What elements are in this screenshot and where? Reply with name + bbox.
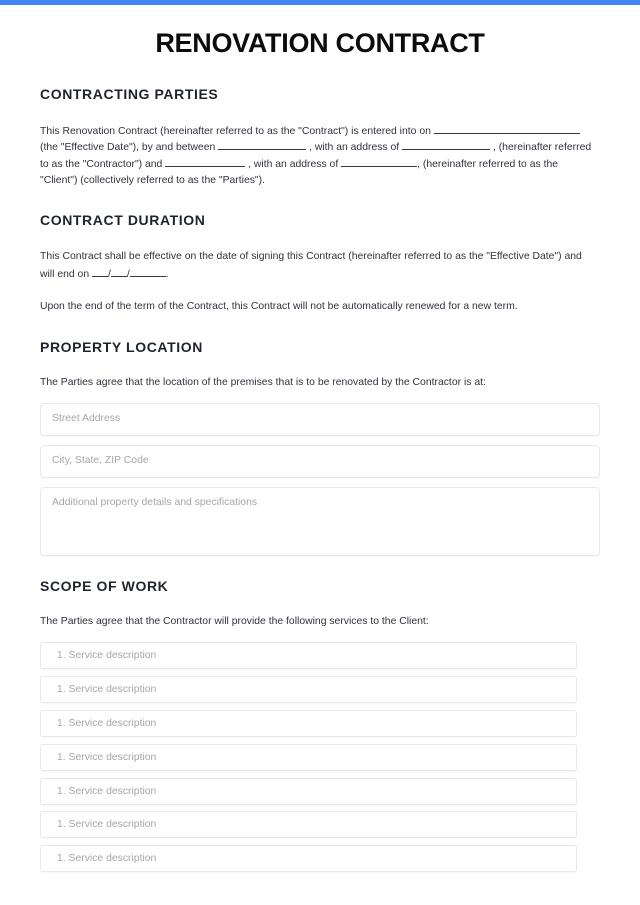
service-field-6[interactable]: [40, 811, 577, 838]
city-state-zip-field[interactable]: [40, 445, 600, 478]
street-address-placeholder: Street Address: [52, 413, 121, 424]
service-field-4[interactable]: [40, 744, 577, 771]
date-separator: /: [108, 269, 111, 280]
parties-text: , with an address of: [248, 158, 339, 170]
street-address-field[interactable]: [40, 403, 600, 436]
period: .: [165, 269, 169, 280]
parties-line-4: "Client") (collectively referred to as the "Parties").: [40, 174, 265, 186]
property-details-placeholder: Additional property details and specifications: [52, 497, 258, 508]
property-details-textarea[interactable]: [40, 487, 600, 556]
service-placeholder: 1. Service description: [57, 684, 157, 695]
renewal-paragraph: Upon the end of the term of the Contract, this Contract will not be automatically renewed for a new term.: [40, 301, 518, 312]
service-field-7[interactable]: [40, 845, 577, 872]
section-heading-scope-of-work: SCOPE OF WORK: [40, 578, 169, 594]
section-heading-contract-duration: CONTRACT DURATION: [40, 212, 206, 228]
service-field-2[interactable]: [40, 676, 577, 703]
duration-line-1: This Contract shall be effective on the date of signing this Contract (hereinafter referred to as the "Effective Date") and: [40, 251, 582, 262]
location-intro: The Parties agree that the location of the premises that is to be renovated by the Contractor is at:: [40, 377, 486, 388]
service-placeholder: 1. Service description: [57, 853, 157, 864]
duration-line-2: [40, 266, 605, 284]
service-placeholder: 1. Service description: [57, 786, 157, 797]
client-name-blank[interactable]: [165, 157, 245, 167]
page-title: RENOVATION CONTRACT: [155, 28, 485, 58]
duration-text: will end on: [40, 269, 90, 280]
contractor-name-blank[interactable]: [218, 140, 306, 150]
contracting-parties-paragraph: [40, 124, 605, 189]
parties-line-3: [40, 157, 605, 173]
service-placeholder: 1. Service description: [57, 718, 157, 729]
service-field-5[interactable]: [40, 778, 577, 805]
duration-paragraph: [40, 248, 605, 284]
end-month-blank[interactable]: [92, 267, 108, 277]
city-state-zip-placeholder: City, State, ZIP Code: [52, 455, 149, 466]
contractor-address-blank[interactable]: [402, 140, 490, 150]
parties-text: , (hereinafter referred to as the: [417, 158, 559, 170]
client-address-blank[interactable]: [341, 157, 417, 167]
parties-text: to as the "Contractor") and: [40, 158, 163, 170]
parties-text: , (hereinafter referred: [492, 142, 592, 154]
service-placeholder: 1. Service description: [57, 650, 157, 661]
service-placeholder: 1. Service description: [57, 819, 157, 830]
service-field-1[interactable]: [40, 642, 577, 669]
section-heading-property-location: PROPERTY LOCATION: [40, 339, 203, 355]
end-day-blank[interactable]: [111, 267, 127, 277]
parties-text: (the "Effective Date"), by and between: [40, 142, 216, 154]
parties-line-2: [40, 140, 605, 156]
section-heading-contracting-parties: CONTRACTING PARTIES: [40, 86, 219, 102]
parties-text: , with an address of: [309, 142, 400, 154]
service-placeholder: 1. Service description: [57, 752, 157, 763]
end-year-blank[interactable]: [130, 267, 166, 277]
contract-date-blank[interactable]: [434, 124, 580, 134]
scope-intro: The Parties agree that the Contractor will provide the following services to the Client:: [40, 616, 429, 627]
date-separator: /: [126, 269, 130, 280]
service-field-3[interactable]: [40, 710, 577, 737]
top-accent-bar: [0, 0, 640, 5]
parties-line-1: [40, 124, 605, 140]
parties-text: This Renovation Contract (hereinafter referred to as the "Contract") is entered into on: [40, 126, 431, 137]
